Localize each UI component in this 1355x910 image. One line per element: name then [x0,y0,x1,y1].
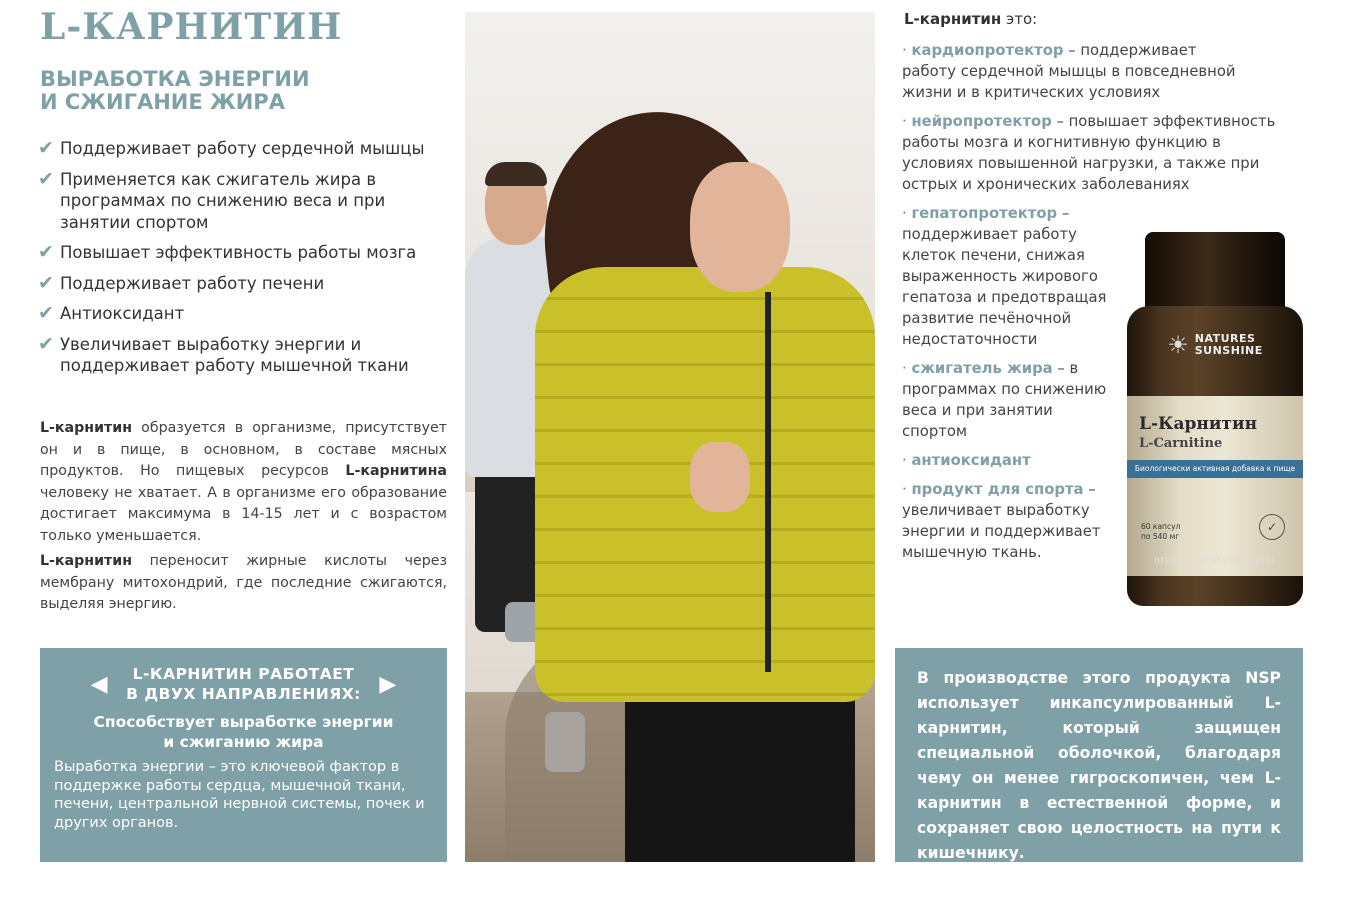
jacket-zipper [765,292,771,672]
page-title: L-КАРНИТИН [40,6,343,48]
check-icon: ✔ [38,241,54,263]
property-item [902,111,1282,195]
product-name: L-Карнитин [1139,414,1258,434]
runners-photo [465,12,875,862]
property-keyword: кардиопротектор [911,42,1064,59]
bullet-icon: · [902,113,907,130]
property-keyword: антиоксидант [911,452,1031,469]
brand-name [1195,333,1263,357]
description-paragraph-1 [40,418,447,547]
panel-subtitle [54,712,433,752]
property-text: – увеличивает выработку энергии и поддерживает мышечную ткань. [902,481,1101,561]
bold-term: L-карнитина [345,463,447,479]
product-footer: HERBAL EXPERTS since 1972 [1154,556,1276,565]
benefit-text: Поддерживает работу печени [60,273,325,293]
property-item [902,203,1112,350]
property-item [902,358,1112,442]
bullet-icon: · [902,452,907,469]
property-text: – поддерживает работу сердечной мышцы в повседневной жизни и в критических условиях [902,42,1236,101]
property-text: – повышает эффективность работы мозга и когнитивную функцию в условиях повышенной нагрузки, а также при острых и хронических заболеваниях [902,113,1276,193]
property-item [902,479,1112,563]
paragraph-text: человеку не хватает. А в организме его образование достигает максимума в 14-15 лет и с возрастом только уменьшается. [40,484,447,544]
man-shoe [545,712,585,772]
brand-line-1: NATURES [1194,332,1256,345]
description-paragraph-2 [40,551,447,616]
quantity-line-1: 60 капсул [1141,522,1181,531]
properties-heading [904,10,1037,28]
benefit-text: Антиоксидант [60,304,185,323]
arrow-left-icon: ◀ [90,671,108,697]
brand-line-2: SUNSHINE [1194,344,1263,357]
paragraph-text: образуется в организме, присутствует он и в пище, в основном, в составе мясных продуктов. Но пищевых ресурсов [40,420,447,479]
page-subtitle [40,68,440,114]
product-band: Биологически активная добавка к пище [1127,460,1303,478]
panel-header [54,664,433,704]
property-text: – в программах по снижению веса и при занятии спортом [902,360,1107,440]
property-text: – поддерживает работу клеток печени, снижая выраженность жирового гепатоза и предотвращая развитие печёночной недостаточности [902,205,1107,348]
check-icon: ✔ [38,332,54,355]
check-icon: ✔ [38,302,54,324]
benefit-item [38,242,448,264]
panel-subtitle-line-1: Способствует выработке энергии [93,713,394,731]
check-icon: ✔ [38,137,54,159]
heading-rest: это: [1001,10,1038,28]
benefit-item [38,273,448,295]
heading-bold: L-карнитин [904,10,1002,28]
property-keyword: сжигатель жира [911,360,1053,377]
product-latin-name: L-Carnitine [1139,436,1223,451]
brand-logo [1127,320,1303,370]
bottle-cap [1145,232,1285,310]
property-keyword: гепатопротектор [911,205,1058,222]
benefits-list [38,138,448,386]
benefit-text: Поддерживает работу сердечной мышцы [60,139,425,158]
benefit-text: Применяется как сжигатель жира в программах по снижению веса и при занятии спортом [60,169,386,232]
panel-title [126,664,361,704]
panel-title-line-1: L-КАРНИТИН РАБОТАЕТ [132,665,355,683]
arrow-right-icon: ▶ [379,671,397,697]
subtitle-line-1: ВЫРАБОТКА ЭНЕРГИИ [40,67,310,91]
property-keyword: нейропротектор [911,113,1052,130]
benefit-item [38,169,448,234]
benefit-item [38,138,448,160]
subtitle-line-2: И СЖИГАНИЕ ЖИРА [40,90,285,114]
bottle-label [1127,396,1303,576]
bold-term: L-карнитин [40,553,132,569]
quantity-line-2: по 540 мг [1141,532,1180,541]
bullet-icon: · [902,360,907,377]
benefit-item [38,334,448,377]
bullet-icon: · [902,42,907,59]
product-bottle [1125,232,1305,608]
directions-panel [40,648,447,862]
panel-text: Выработка энергии – это ключевой фактор в поддержке работы сердца, мышечной ткани, печени, центральной нервной системы, почек и других органов. [54,759,425,831]
check-icon: ✔ [38,167,54,190]
property-item [902,40,1252,103]
bullet-icon: · [902,481,907,498]
man-hair [485,162,547,186]
benefit-item [38,303,448,325]
paragraph-text: переносит жирные кислоты через мембрану митохондрий, где последние сжигаются, выделяя энергию. [40,553,447,612]
bold-term: L-карнитин [40,420,132,436]
property-item [902,450,1112,471]
product-quantity [1141,522,1180,542]
bottle-body [1127,306,1303,606]
bullet-icon: · [902,205,907,222]
certification-badge-icon: ✓ [1259,514,1285,540]
benefit-text: Повышает эффективность работы мозга [60,243,417,262]
encapsulation-panel: В производстве этого продукта NSP использует инкапсулированный L-карнитин, который защищен специальной оболочкой, благодаря чему он менее гигроскопичен, чем L-карнитин в естественной форме, и сохраняет свою целостность на пути к кишечнику. [895,648,1303,862]
benefit-text: Увеличивает выработку энергии и поддерживает работу мышечной ткани [60,334,409,375]
check-icon: ✔ [38,271,54,294]
woman-hand [690,442,750,512]
panel-title-line-2: В ДВУХ НАПРАВЛЕНИЯХ: [126,685,361,703]
woman-face [690,162,790,292]
sun-logo-icon: ☀ [1167,331,1189,359]
panel-subtitle-line-2: и сжиганию жира [163,733,324,751]
description [40,418,447,620]
property-keyword: продукт для спорта [911,481,1084,498]
